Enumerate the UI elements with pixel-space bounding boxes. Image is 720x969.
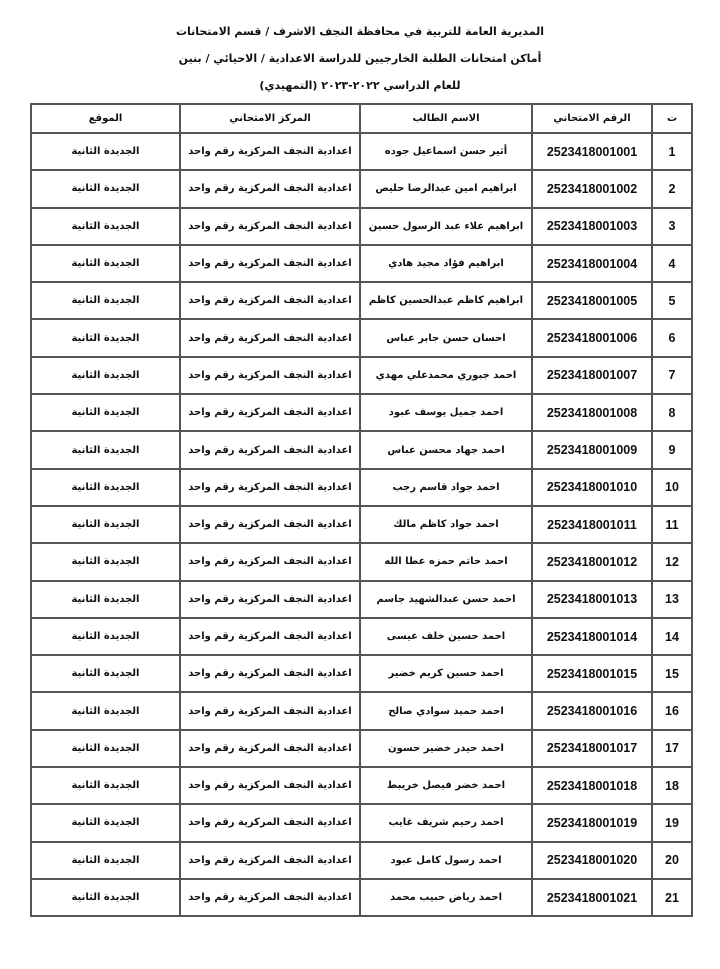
cell-exam-number: 2523418001019	[532, 804, 652, 841]
cell-location: الجديدة الثانية	[31, 357, 180, 394]
table-row	[31, 804, 692, 841]
cell-seq: 21	[652, 879, 692, 916]
cell-exam-number: 2523418001018	[532, 767, 652, 804]
cell-student-name: ابراهيم فؤاد مجيد هادي	[360, 245, 532, 282]
cell-exam-center: اعدادية النجف المركزية رقم واحد	[180, 319, 360, 356]
cell-exam-center: اعدادية النجف المركزية رقم واحد	[180, 767, 360, 804]
cell-exam-center: اعدادية النجف المركزية رقم واحد	[180, 804, 360, 841]
cell-student-name: احمد حاتم حمزه عطا الله	[360, 543, 532, 580]
cell-exam-center: اعدادية النجف المركزية رقم واحد	[180, 692, 360, 729]
cell-seq: 2	[652, 170, 692, 207]
exam-locations-table	[30, 103, 693, 917]
cell-seq: 19	[652, 804, 692, 841]
cell-exam-number: 2523418001011	[532, 506, 652, 543]
cell-location: الجديدة الثانية	[31, 319, 180, 356]
table-row	[31, 730, 692, 767]
cell-exam-center: اعدادية النجف المركزية رقم واحد	[180, 842, 360, 879]
table-row	[31, 581, 692, 618]
table-row	[31, 282, 692, 319]
cell-student-name: احمد جواد قاسم رجب	[360, 469, 532, 506]
cell-location: الجديدة الثانية	[31, 767, 180, 804]
cell-seq: 1	[652, 133, 692, 170]
cell-seq: 7	[652, 357, 692, 394]
cell-exam-number: 2523418001016	[532, 692, 652, 729]
cell-seq: 20	[652, 842, 692, 879]
cell-seq: 6	[652, 319, 692, 356]
cell-location: الجديدة الثانية	[31, 581, 180, 618]
cell-student-name: احمد جميل يوسف عبود	[360, 394, 532, 431]
cell-exam-center: اعدادية النجف المركزية رقم واحد	[180, 208, 360, 245]
cell-exam-number: 2523418001003	[532, 208, 652, 245]
cell-exam-number: 2523418001017	[532, 730, 652, 767]
cell-location: الجديدة الثانية	[31, 245, 180, 282]
cell-seq: 4	[652, 245, 692, 282]
cell-exam-number: 2523418001012	[532, 543, 652, 580]
cell-student-name: ابراهيم كاظم عبدالحسين كاظم	[360, 282, 532, 319]
cell-exam-center: اعدادية النجف المركزية رقم واحد	[180, 282, 360, 319]
cell-exam-center: اعدادية النجف المركزية رقم واحد	[180, 581, 360, 618]
cell-location: الجديدة الثانية	[31, 431, 180, 468]
cell-exam-center: اعدادية النجف المركزية رقم واحد	[180, 133, 360, 170]
table-row	[31, 319, 692, 356]
cell-location: الجديدة الثانية	[31, 804, 180, 841]
table-row	[31, 394, 692, 431]
cell-location: الجديدة الثانية	[31, 842, 180, 879]
cell-location: الجديدة الثانية	[31, 170, 180, 207]
cell-location: الجديدة الثانية	[31, 879, 180, 916]
col-exam-number: الرقم الامتحاني	[532, 104, 652, 133]
cell-exam-number: 2523418001010	[532, 469, 652, 506]
cell-student-name: احمد خضر فيصل خريبط	[360, 767, 532, 804]
table-row	[31, 431, 692, 468]
table-row	[31, 692, 692, 729]
table-row	[31, 655, 692, 692]
table-row	[31, 357, 692, 394]
cell-student-name: احمد جبوري محمدعلي مهدي	[360, 357, 532, 394]
cell-student-name: احمد حسن عبدالشهيد جاسم	[360, 581, 532, 618]
cell-location: الجديدة الثانية	[31, 730, 180, 767]
document-header	[0, 20, 720, 101]
table-row	[31, 506, 692, 543]
cell-student-name: احمد حيدر خضير حسون	[360, 730, 532, 767]
table-row	[31, 133, 692, 170]
cell-student-name: احسان حسن جابر عباس	[360, 319, 532, 356]
col-exam-center: المركز الامتحاني	[180, 104, 360, 133]
cell-exam-number: 2523418001005	[532, 282, 652, 319]
cell-exam-number: 2523418001002	[532, 170, 652, 207]
cell-exam-number: 2523418001007	[532, 357, 652, 394]
table-row	[31, 469, 692, 506]
cell-exam-center: اعدادية النجف المركزية رقم واحد	[180, 879, 360, 916]
header-line-2: أماكن امتحانات الطلبة الخارجيين للدراسة الاعدادية / الاحيائي / بنين	[178, 52, 542, 65]
cell-seq: 9	[652, 431, 692, 468]
cell-seq: 17	[652, 730, 692, 767]
cell-location: الجديدة الثانية	[31, 208, 180, 245]
cell-exam-number: 2523418001001	[532, 133, 652, 170]
cell-student-name: ابراهيم علاء عبد الرسول حسين	[360, 208, 532, 245]
header-line-3: للعام الدراسي ٢٠٢٢-٢٠٢٣ (التمهيدي)	[259, 79, 461, 92]
cell-student-name: احمد رسول كامل عبود	[360, 842, 532, 879]
cell-exam-center: اعدادية النجف المركزية رقم واحد	[180, 394, 360, 431]
cell-exam-number: 2523418001008	[532, 394, 652, 431]
cell-exam-number: 2523418001015	[532, 655, 652, 692]
table-row	[31, 208, 692, 245]
cell-student-name: احمد جواد كاظم مالك	[360, 506, 532, 543]
cell-location: الجديدة الثانية	[31, 506, 180, 543]
cell-student-name: ابراهيم امين عبدالرضا حليص	[360, 170, 532, 207]
cell-seq: 10	[652, 469, 692, 506]
cell-seq: 3	[652, 208, 692, 245]
cell-exam-center: اعدادية النجف المركزية رقم واحد	[180, 618, 360, 655]
cell-exam-number: 2523418001013	[532, 581, 652, 618]
cell-exam-center: اعدادية النجف المركزية رقم واحد	[180, 506, 360, 543]
cell-seq: 14	[652, 618, 692, 655]
cell-exam-number: 2523418001014	[532, 618, 652, 655]
cell-exam-number: 2523418001006	[532, 319, 652, 356]
cell-student-name: احمد رياض حبيب محمد	[360, 879, 532, 916]
cell-seq: 16	[652, 692, 692, 729]
cell-exam-number: 2523418001009	[532, 431, 652, 468]
table-header-row	[31, 104, 692, 133]
cell-exam-center: اعدادية النجف المركزية رقم واحد	[180, 655, 360, 692]
cell-exam-center: اعدادية النجف المركزية رقم واحد	[180, 245, 360, 282]
cell-student-name: احمد رحيم شريف غايب	[360, 804, 532, 841]
col-seq: ت	[652, 104, 692, 133]
cell-seq: 13	[652, 581, 692, 618]
col-location: الموقع	[31, 104, 180, 133]
cell-student-name: أثير حسن اسماعيل جوده	[360, 133, 532, 170]
cell-exam-center: اعدادية النجف المركزية رقم واحد	[180, 469, 360, 506]
cell-student-name: احمد حسين كريم خضير	[360, 655, 532, 692]
table-row	[31, 842, 692, 879]
table-row	[31, 170, 692, 207]
cell-location: الجديدة الثانية	[31, 282, 180, 319]
table-row	[31, 245, 692, 282]
cell-seq: 15	[652, 655, 692, 692]
cell-seq: 18	[652, 767, 692, 804]
cell-exam-center: اعدادية النجف المركزية رقم واحد	[180, 730, 360, 767]
cell-exam-center: اعدادية النجف المركزية رقم واحد	[180, 170, 360, 207]
cell-location: الجديدة الثانية	[31, 469, 180, 506]
cell-location: الجديدة الثانية	[31, 655, 180, 692]
cell-student-name: احمد حميد سوادي صالح	[360, 692, 532, 729]
col-student-name: الاسم الطالب	[360, 104, 532, 133]
table-row	[31, 879, 692, 916]
cell-location: الجديدة الثانية	[31, 394, 180, 431]
cell-location: الجديدة الثانية	[31, 133, 180, 170]
cell-exam-center: اعدادية النجف المركزية رقم واحد	[180, 431, 360, 468]
cell-location: الجديدة الثانية	[31, 618, 180, 655]
cell-location: الجديدة الثانية	[31, 692, 180, 729]
cell-student-name: احمد حسين خلف عيسى	[360, 618, 532, 655]
cell-exam-center: اعدادية النجف المركزية رقم واحد	[180, 543, 360, 580]
cell-location: الجديدة الثانية	[31, 543, 180, 580]
cell-seq: 5	[652, 282, 692, 319]
cell-exam-center: اعدادية النجف المركزية رقم واحد	[180, 357, 360, 394]
table-row	[31, 618, 692, 655]
table-row	[31, 543, 692, 580]
cell-exam-number: 2523418001020	[532, 842, 652, 879]
cell-exam-number: 2523418001004	[532, 245, 652, 282]
cell-seq: 8	[652, 394, 692, 431]
cell-seq: 12	[652, 543, 692, 580]
header-line-1: المديرية العامة للتربية في محافظة النجف الاشرف / قسم الامتحانات	[175, 25, 545, 38]
cell-exam-number: 2523418001021	[532, 879, 652, 916]
table-row	[31, 767, 692, 804]
cell-seq: 11	[652, 506, 692, 543]
cell-student-name: احمد جهاد محسن عباس	[360, 431, 532, 468]
